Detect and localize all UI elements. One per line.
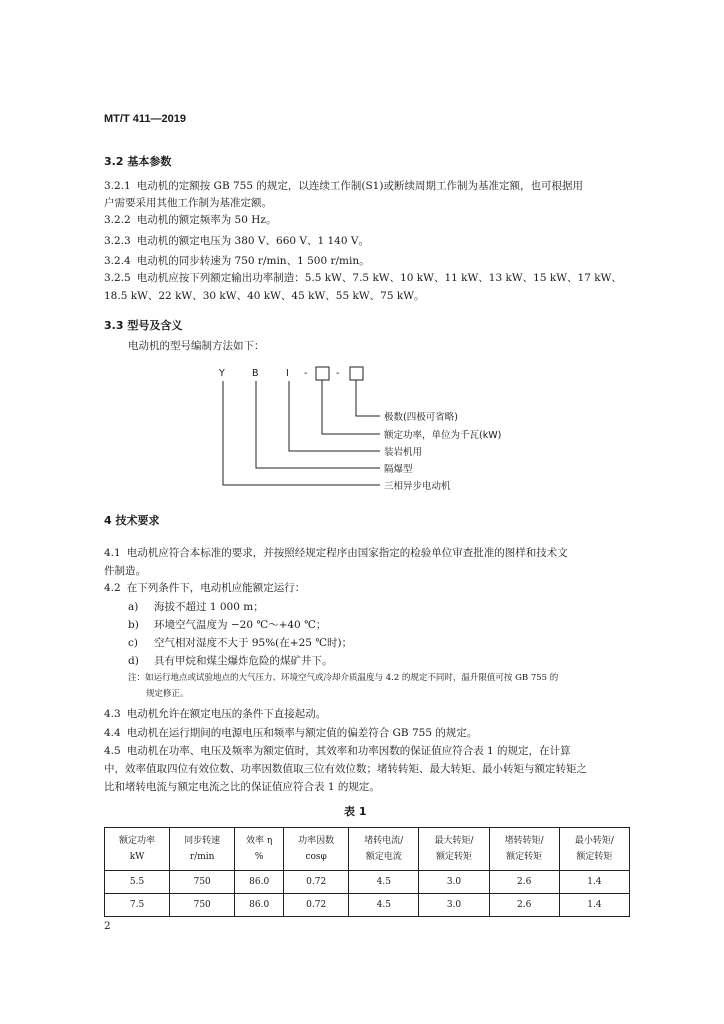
table-row bbox=[105, 871, 630, 894]
list-mark: c) bbox=[128, 637, 138, 649]
para-3-2-1-cont: 户需要采用其他工作制为基准定额。 bbox=[104, 197, 272, 209]
list-item bbox=[128, 635, 352, 652]
list-text: 空气相对湿度不大于 95%(在+25 ℃时)； bbox=[154, 637, 353, 649]
para-number: 3.2.1 bbox=[104, 180, 131, 192]
label-async-motor: 三相异步电动机 bbox=[384, 481, 451, 492]
header-cell: 同步转速 r/min bbox=[170, 828, 235, 871]
header-cell: 功率因数 cosφ bbox=[284, 828, 349, 871]
para-number: 4.5 bbox=[104, 745, 121, 757]
para-3-2-5-cont: 18.5 kW、22 kW、30 kW、40 kW、45 kW、55 kW、75 kW。 bbox=[104, 290, 425, 302]
table-header-row bbox=[105, 828, 630, 871]
table-cell: 1.4 bbox=[559, 894, 629, 917]
para-number: 4.4 bbox=[104, 727, 121, 739]
para-number: 3.2.4 bbox=[104, 255, 131, 267]
header-cell: 最小转矩/ 额定转矩 bbox=[559, 828, 629, 871]
label-rated-power: 额定功率，单位为千瓦(kW) bbox=[384, 430, 502, 441]
code-box-poles bbox=[350, 367, 363, 380]
para-text: 电动机的额定电压为 380 V、660 V、1 140 V。 bbox=[136, 235, 369, 247]
code-box-power bbox=[316, 367, 329, 380]
section-4-title: 4 技术要求 bbox=[104, 514, 160, 527]
list-item bbox=[128, 599, 264, 616]
note-cont: 规定修正。 bbox=[146, 689, 189, 699]
para-text: 电动机的同步转速为 750 r/min、1 500 r/min。 bbox=[136, 255, 370, 267]
para-text: 电动机应按下列额定输出功率制造：5.5 kW、7.5 kW、10 kW、11 kW、13 kW、15 kW、17 kW、 bbox=[136, 272, 622, 284]
list-text: 具有甲烷和煤尘爆炸危险的煤矿井下。 bbox=[154, 655, 333, 667]
table-cell: 1.4 bbox=[559, 871, 629, 894]
para-4-2 bbox=[104, 580, 305, 597]
code-dash: - bbox=[336, 368, 340, 379]
table-cell: 4.5 bbox=[349, 871, 419, 894]
table-cell: 86.0 bbox=[235, 894, 284, 917]
table-cell: 3.0 bbox=[419, 871, 489, 894]
list-item bbox=[128, 653, 333, 670]
list-text: 海拔不超过 1 000 m； bbox=[154, 601, 264, 613]
table-cell: 0.72 bbox=[284, 871, 349, 894]
header-cell: 额定功率 kW bbox=[105, 828, 170, 871]
model-intro: 电动机的型号编制方法如下： bbox=[128, 340, 265, 352]
table-cell: 3.0 bbox=[419, 894, 489, 917]
header-cell: 堵转转矩/ 额定转矩 bbox=[489, 828, 559, 871]
para-4-3 bbox=[104, 706, 326, 723]
table-cell: 7.5 bbox=[105, 894, 170, 917]
code-dash: - bbox=[304, 368, 308, 379]
para-number: 3.2.3 bbox=[104, 235, 131, 247]
note: 注：如运行地点或试验地点的大气压力、环境空气或冷却介质温度与 4.2 的规定不同时，温升限值可按 GB 755 的 bbox=[128, 673, 559, 683]
table-cell: 2.6 bbox=[489, 871, 559, 894]
para-text: 电动机应符合本标准的要求，并按照经规定程序由国家指定的检验单位审查批准的图样和技术文 bbox=[126, 547, 568, 559]
table-cell: 0.72 bbox=[284, 894, 349, 917]
code-letter-i: I bbox=[286, 368, 289, 379]
label-poles: 极数(四极可省略) bbox=[384, 412, 458, 423]
page-number: 2 bbox=[104, 920, 111, 932]
para-4-4 bbox=[104, 725, 477, 742]
label-flameproof: 隔爆型 bbox=[384, 464, 413, 475]
para-number: 4.3 bbox=[104, 708, 121, 720]
para-number: 3.2.2 bbox=[104, 214, 131, 226]
table-cell: 86.0 bbox=[235, 871, 284, 894]
para-4-5 bbox=[104, 743, 571, 760]
list-item bbox=[128, 617, 326, 634]
standard-number: MT/T 411—2019 bbox=[104, 113, 186, 125]
code-letter-b: B bbox=[252, 368, 259, 379]
para-text: 电动机的额定频率为 50 Hz。 bbox=[136, 214, 277, 226]
table-row bbox=[105, 894, 630, 917]
list-mark: a) bbox=[128, 601, 139, 613]
para-text: 电动机的定额按 GB 755 的规定，以连续工作制(S1)或断续周期工作制为基准定额，也可根据用 bbox=[136, 180, 583, 192]
section-3-3-title: 3.3 型号及含义 bbox=[104, 319, 183, 332]
header-cell: 最大转矩/ 额定转矩 bbox=[419, 828, 489, 871]
para-text: 电动机在运行期间的电源电压和频率与额定值的偏差符合 GB 755 的规定。 bbox=[126, 727, 478, 739]
section-3-2-title: 3.2 基本参数 bbox=[104, 155, 172, 168]
list-text: 环境空气温度为 −20 ℃～+40 ℃； bbox=[154, 619, 327, 631]
header-cell: 效率 η % bbox=[235, 828, 284, 871]
table-title: 表 1 bbox=[344, 805, 367, 818]
table-cell: 2.6 bbox=[489, 894, 559, 917]
para-text: 电动机在功率、电压及频率为额定值时，其效率和功率因数的保证值应符合表 1 的规定，在计算 bbox=[126, 745, 571, 757]
para-number: 4.1 bbox=[104, 547, 121, 559]
list-mark: b) bbox=[128, 619, 139, 631]
para-number: 3.2.5 bbox=[104, 272, 131, 284]
label-loader-use: 装岩机用 bbox=[384, 447, 423, 458]
list-mark: d) bbox=[128, 655, 139, 667]
header-cell: 堵转电流/ 额定电流 bbox=[349, 828, 419, 871]
table-cell: 750 bbox=[170, 871, 235, 894]
para-4-5-cont: 中，效率值取四位有效位数、功率因数值取三位有效位数；堵转转矩、最大转矩、最小转矩与额定转矩之 bbox=[104, 763, 587, 775]
para-text: 在下列条件下，电动机应能额定运行： bbox=[126, 582, 306, 594]
table-1 bbox=[104, 827, 630, 917]
para-4-5-cont: 比和堵转电流与额定电流之比的保证值应符合表 1 的规定。 bbox=[104, 781, 380, 793]
table-cell: 750 bbox=[170, 894, 235, 917]
code-letter-y: Y bbox=[219, 368, 225, 379]
para-number: 4.2 bbox=[104, 582, 121, 594]
para-4-1 bbox=[104, 545, 568, 562]
table-cell: 4.5 bbox=[349, 894, 419, 917]
para-4-1-cont: 件制造。 bbox=[104, 565, 146, 577]
table-cell: 5.5 bbox=[105, 871, 170, 894]
para-text: 电动机允许在额定电压的条件下直接起动。 bbox=[126, 708, 327, 720]
